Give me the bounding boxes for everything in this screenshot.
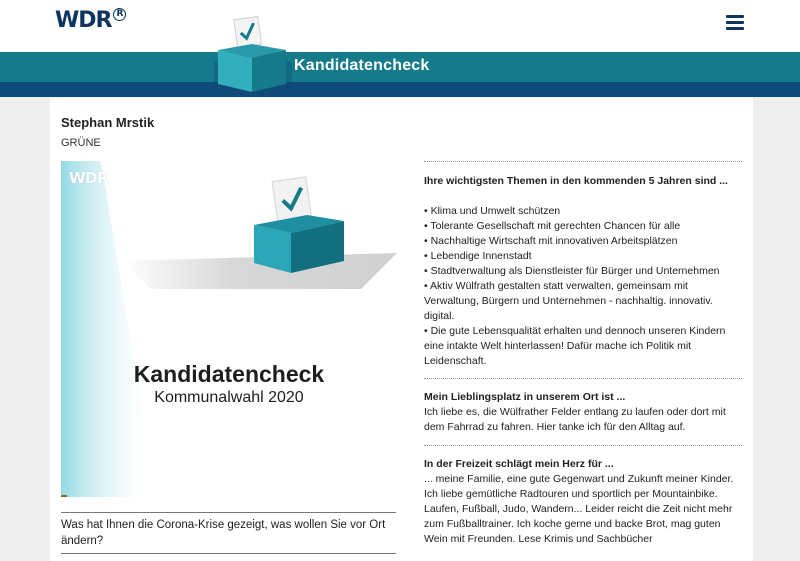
leisure-body: ... meine Familie, eine gute Gegenwart und Zukunft meiner Kinder. Ich liebe gemütliche Radtouren und sportlich per Mountainbike. Laufen, Fußball, Judo, Wandern... Leider reicht die Zeit nicht mehr zum Fußballtrainer. Ich koche gerne und backe Brot, mag guten Wein mit Freunden. Lese Krimis und Sachbücher [424, 473, 734, 545]
promo-title: Kandidatencheck [133, 361, 325, 387]
themes-bullet: • Die gute Lebensqualität erhalten und dennoch unseren Kindern eine intakte Welt hinterlassen! Dafür mache ich Politik mit Leidenschaft. [424, 325, 726, 367]
themes-bullet: • Nachhaltige Wirtschaft mit innovativen Arbeitsplätzen [424, 235, 678, 247]
progress-indicator [61, 495, 67, 497]
candidate-party: GRÜNE [61, 137, 101, 149]
themes-bullet: • Klima und Umwelt schützen [424, 205, 561, 217]
place-heading: Mein Lieblingsplatz in unserem Ort ist ... [424, 391, 626, 403]
section-leisure [424, 445, 742, 547]
themes-bullet: • Tolerante Gesellschaft mit gerechten Chancen für alle [424, 220, 681, 232]
section-favorite-place [424, 378, 742, 435]
kandidatencheck-promo-image [61, 161, 397, 497]
promo-wdr-logo: WDR [69, 169, 109, 187]
themes-heading: Ihre wichtigsten Themen in den kommenden 5 Jahren sind ... [424, 175, 728, 187]
menu-bar [726, 21, 744, 24]
ballot-box-icon [212, 14, 292, 94]
logo-text: WDR [55, 8, 112, 33]
place-body: Ich liebe es, die Wülfrather Felder entlang zu laufen oder dort mit dem Fahrrad zu fahren. Hier tanke ich für den Alltag auf. [424, 406, 726, 433]
section-themes [424, 161, 742, 369]
candidate-name: Stephan Mrstik [61, 115, 155, 130]
page-title: Kandidatencheck [294, 57, 430, 74]
corona-question[interactable]: Was hat Ihnen die Corona-Krise gezeigt, was wollen Sie vor Ort ändern? [61, 512, 396, 554]
promo-graphic [61, 161, 397, 497]
registered-icon: R [113, 8, 126, 21]
hamburger-menu-icon[interactable] [726, 14, 746, 32]
themes-bullet: • Lebendige Innenstadt [424, 250, 532, 262]
wdr-logo[interactable] [55, 8, 126, 33]
promo-subtitle: Kommunalwahl 2020 [154, 389, 304, 406]
leisure-heading: In der Freizeit schlägt mein Herz für ... [424, 458, 614, 470]
title-band-shadow [0, 82, 800, 97]
menu-bar [726, 15, 744, 18]
themes-bullet: • Stadtverwaltung als Dienstleister für Bürger und Unternehmen [424, 265, 720, 277]
menu-bar [726, 27, 744, 30]
themes-bullet: • Aktiv Wülfrath gestalten statt verwalten, gemeinsam mit Verwaltung, Bürgern und Unternehmen - nachhaltig. innovativ. digital. [424, 280, 713, 322]
